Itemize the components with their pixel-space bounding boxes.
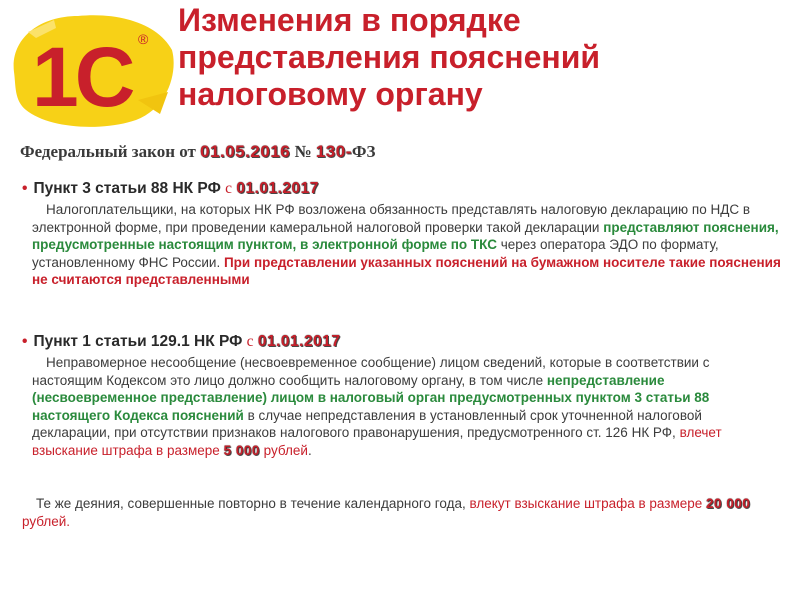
penalty-amount: 20 000 bbox=[706, 496, 751, 511]
section-article-129-1 bbox=[22, 333, 782, 459]
penalty-text: влечет взыскание штрафа в размере bbox=[32, 425, 722, 458]
page-title bbox=[178, 2, 788, 113]
section-heading bbox=[22, 180, 782, 198]
law-prefix: Федеральный закон от bbox=[20, 142, 196, 161]
paragraph-text: Те же деяния, совершенные повторно в течение календарного года, bbox=[36, 496, 470, 511]
heading-from: с bbox=[246, 333, 254, 350]
highlight-red: При представлении указанных пояснений на бумажном носителе такие пояснения не считаются представленными bbox=[32, 254, 781, 287]
paragraph-text: Неправомерное несообщение (несвоевременное сообщение) лицом сведений, которые в соответствии с настоящим Кодексом это лицо должно сообщить налоговому органу, в том числе bbox=[32, 355, 710, 388]
paragraph-text: в случае непредставления в установленный срок уточненной налоговой декларации, при отсутствии признаков налогового правонарушения, предусмотренного ст. 126 НК РФ, bbox=[32, 407, 702, 440]
section-heading bbox=[22, 333, 782, 351]
title-line-3: налоговому органу bbox=[178, 76, 483, 112]
highlight-green: непредставление (несвоевременное представление) лицом в налоговый орган предусмотренных пунктом 3 статьи 88 настоящего Кодекса пояснений bbox=[32, 372, 710, 423]
logo-text: 1С bbox=[32, 30, 132, 124]
heading-from: с bbox=[225, 180, 233, 197]
law-reference bbox=[20, 142, 375, 162]
law-suffix: ФЗ bbox=[351, 142, 376, 161]
bullet-icon: • bbox=[22, 333, 28, 350]
title-line-1: Изменения в порядке bbox=[178, 2, 521, 38]
paragraph-end: . bbox=[307, 442, 312, 458]
heading-date: 01.01.2017 bbox=[257, 333, 341, 350]
law-number: 130- bbox=[315, 142, 352, 161]
penalty-currency: рублей bbox=[263, 442, 308, 458]
law-date: 01.05.2016 bbox=[200, 142, 291, 161]
bullet-icon: • bbox=[22, 180, 28, 197]
paragraph-text: Налогоплательщики, на которых НК РФ возложена обязанность представлять налоговую декларацию по НДС в электронной форме, при проведении камеральной налоговой проверки такой декларации bbox=[32, 202, 751, 235]
heading-text: Пункт 3 статьи 88 НК РФ bbox=[33, 180, 221, 197]
heading-text: Пункт 1 статьи 129.1 НК РФ bbox=[33, 333, 243, 350]
section-paragraph bbox=[22, 354, 782, 459]
paragraph-text: через оператора ЭДО по формату, установленному ФНС России. bbox=[32, 237, 719, 270]
repeat-offense-paragraph bbox=[22, 495, 782, 530]
section-paragraph bbox=[22, 201, 782, 289]
title-line-2: представления пояснений bbox=[178, 39, 601, 75]
penalty-currency: рублей. bbox=[22, 513, 71, 529]
registered-mark: ® bbox=[138, 31, 149, 47]
penalty-amount: 5 000 bbox=[223, 442, 260, 458]
law-number-sign: № bbox=[294, 142, 312, 161]
1c-logo bbox=[8, 10, 178, 130]
section-article-88 bbox=[22, 180, 782, 289]
heading-date: 01.01.2017 bbox=[236, 180, 319, 197]
highlight-green: представляют пояснения, предусмотренные настоящим пунктом, в электронной форме по ТКС bbox=[32, 219, 779, 252]
penalty-text: влекут взыскание штрафа в размере bbox=[469, 496, 703, 511]
